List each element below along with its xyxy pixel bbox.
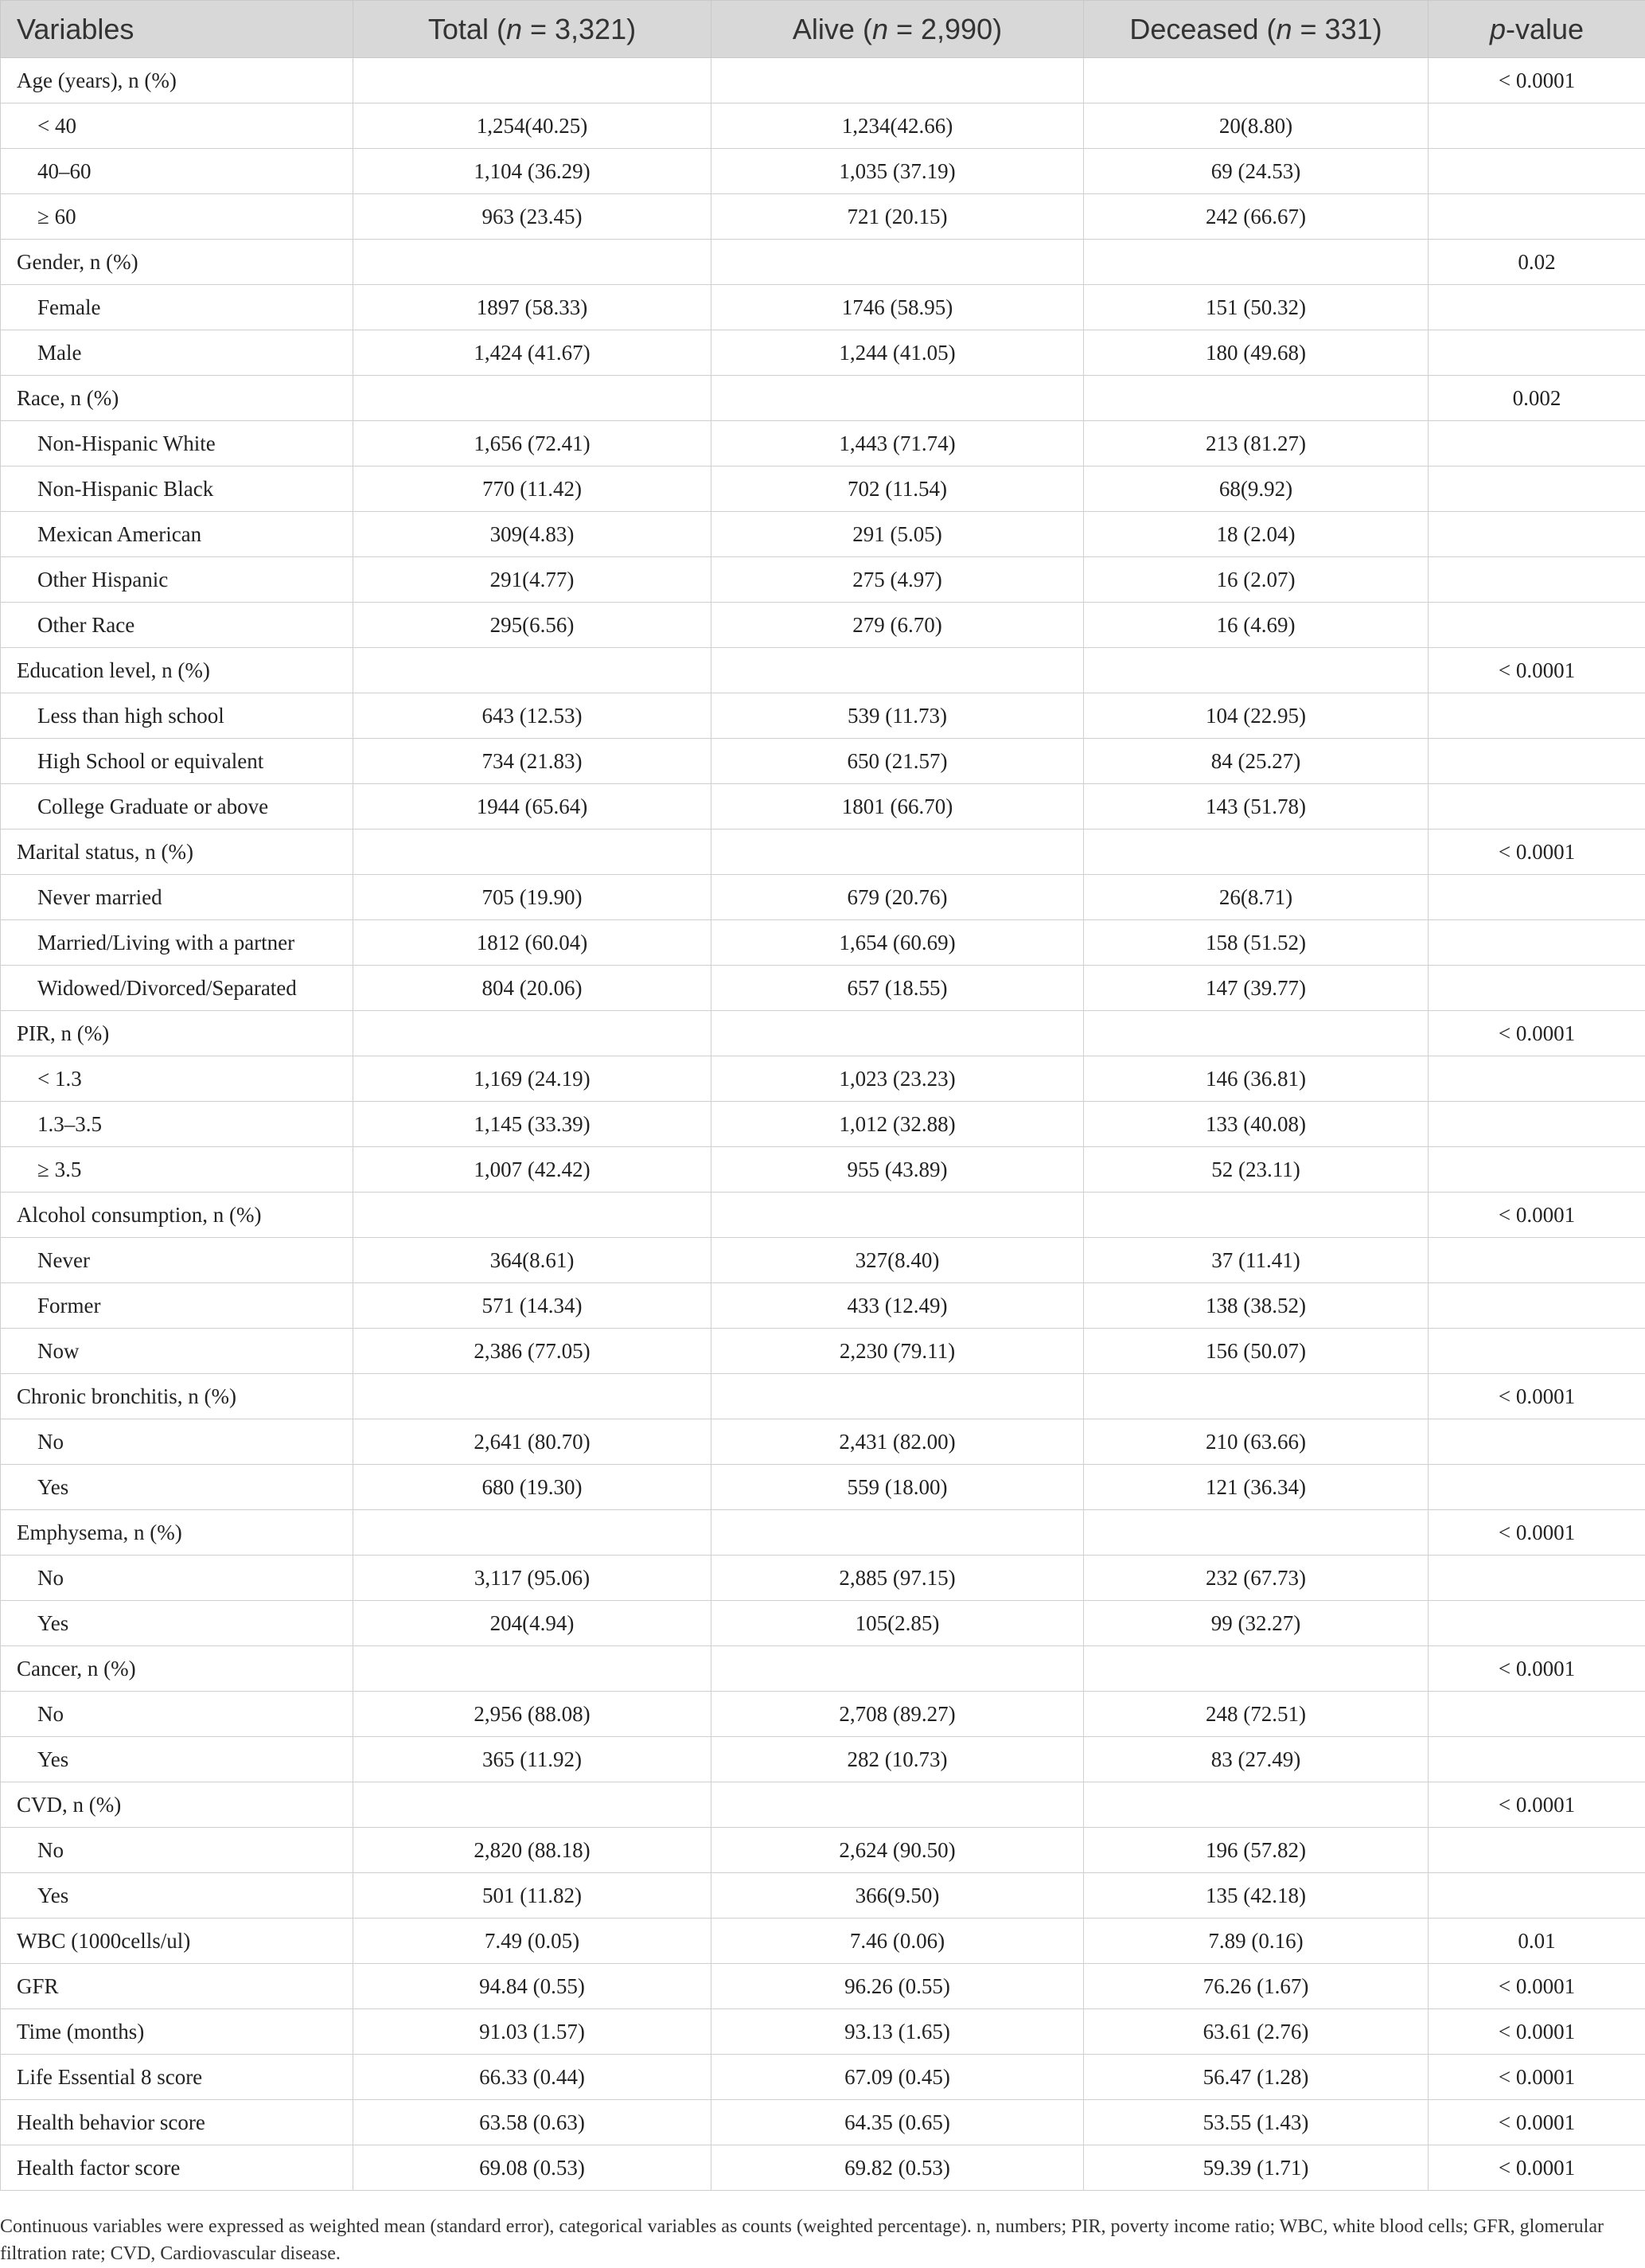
cell-total — [353, 1011, 711, 1056]
cell-deceased: 63.61 (2.76) — [1084, 2009, 1429, 2055]
cell-alive: 67.09 (0.45) — [711, 2055, 1084, 2100]
header-p-value: p-value — [1429, 1, 1645, 58]
table-row — [1, 1556, 1645, 1601]
table-row — [1, 149, 1645, 194]
cell-p-value — [1429, 194, 1645, 240]
cell-p-value — [1429, 1102, 1645, 1147]
cell-variable: PIR, n (%) — [1, 1011, 353, 1056]
cell-p-value — [1429, 1419, 1645, 1465]
cell-variable: Now — [1, 1329, 353, 1374]
cell-alive — [711, 1782, 1084, 1828]
cell-variable: Race, n (%) — [1, 376, 353, 421]
cell-p-value: < 0.0001 — [1429, 1964, 1645, 2009]
cell-total: 3,117 (95.06) — [353, 1556, 711, 1601]
cell-deceased: 52 (23.11) — [1084, 1147, 1429, 1193]
cell-p-value — [1429, 466, 1645, 512]
cell-total: 1944 (65.64) — [353, 784, 711, 830]
cell-deceased: 84 (25.27) — [1084, 739, 1429, 784]
cell-p-value — [1429, 920, 1645, 966]
cell-deceased: 68(9.92) — [1084, 466, 1429, 512]
cell-p-value — [1429, 421, 1645, 466]
cell-variable: College Graduate or above — [1, 784, 353, 830]
cell-p-value — [1429, 1147, 1645, 1193]
cell-alive: 93.13 (1.65) — [711, 2009, 1084, 2055]
cell-deceased: 151 (50.32) — [1084, 285, 1429, 330]
cell-alive — [711, 830, 1084, 875]
cell-deceased: 248 (72.51) — [1084, 1692, 1429, 1737]
table-row — [1, 512, 1645, 557]
table-row — [1, 2100, 1645, 2145]
cell-p-value — [1429, 875, 1645, 920]
cell-p-value: < 0.0001 — [1429, 2055, 1645, 2100]
cell-total: 66.33 (0.44) — [353, 2055, 711, 2100]
cell-variable: 40–60 — [1, 149, 353, 194]
table-row — [1, 1964, 1645, 2009]
cell-variable: Married/Living with a partner — [1, 920, 353, 966]
cell-total: 705 (19.90) — [353, 875, 711, 920]
cell-p-value — [1429, 557, 1645, 603]
table-row — [1, 285, 1645, 330]
cell-deceased: 147 (39.77) — [1084, 966, 1429, 1011]
cell-total: 1812 (60.04) — [353, 920, 711, 966]
cell-deceased — [1084, 240, 1429, 285]
table-row — [1, 693, 1645, 739]
cell-deceased — [1084, 648, 1429, 693]
cell-variable: Alcohol consumption, n (%) — [1, 1193, 353, 1238]
cell-variable: < 40 — [1, 103, 353, 149]
cell-p-value — [1429, 739, 1645, 784]
cell-alive: 559 (18.00) — [711, 1465, 1084, 1510]
cell-deceased: 156 (50.07) — [1084, 1329, 1429, 1374]
cell-alive: 650 (21.57) — [711, 739, 1084, 784]
cell-total: 94.84 (0.55) — [353, 1964, 711, 2009]
table-row — [1, 1056, 1645, 1102]
cell-deceased: 16 (4.69) — [1084, 603, 1429, 648]
cell-total: 571 (14.34) — [353, 1283, 711, 1329]
cell-p-value: < 0.0001 — [1429, 1374, 1645, 1419]
table-row — [1, 421, 1645, 466]
cell-alive: 1,654 (60.69) — [711, 920, 1084, 966]
cell-variable: 1.3–3.5 — [1, 1102, 353, 1147]
cell-alive: 679 (20.76) — [711, 875, 1084, 920]
table-row — [1, 1193, 1645, 1238]
cell-total: 2,820 (88.18) — [353, 1828, 711, 1873]
cell-p-value — [1429, 966, 1645, 1011]
cell-variable: Emphysema, n (%) — [1, 1510, 353, 1556]
cell-total — [353, 830, 711, 875]
cell-deceased: 20(8.80) — [1084, 103, 1429, 149]
cell-p-value — [1429, 1737, 1645, 1782]
cell-variable: Other Race — [1, 603, 353, 648]
cell-total — [353, 1782, 711, 1828]
cell-deceased: 53.55 (1.43) — [1084, 2100, 1429, 2145]
cell-deceased: 180 (49.68) — [1084, 330, 1429, 376]
cell-variable: Yes — [1, 1873, 353, 1919]
cell-deceased: 59.39 (1.71) — [1084, 2145, 1429, 2191]
cell-alive: 105(2.85) — [711, 1601, 1084, 1646]
cell-p-value: < 0.0001 — [1429, 1011, 1645, 1056]
cell-total: 501 (11.82) — [353, 1873, 711, 1919]
cell-variable: Education level, n (%) — [1, 648, 353, 693]
table-row — [1, 1465, 1645, 1510]
cell-p-value — [1429, 285, 1645, 330]
cell-p-value: < 0.0001 — [1429, 2145, 1645, 2191]
table-row — [1, 1692, 1645, 1737]
cell-alive: 2,431 (82.00) — [711, 1419, 1084, 1465]
cell-variable: Cancer, n (%) — [1, 1646, 353, 1692]
table-row — [1, 830, 1645, 875]
cell-variable: Chronic bronchitis, n (%) — [1, 1374, 353, 1419]
cell-variable: Widowed/Divorced/Separated — [1, 966, 353, 1011]
cell-deceased: 104 (22.95) — [1084, 693, 1429, 739]
cell-deceased: 213 (81.27) — [1084, 421, 1429, 466]
table-row — [1, 1374, 1645, 1419]
cell-deceased: 232 (67.73) — [1084, 1556, 1429, 1601]
table-row — [1, 194, 1645, 240]
cell-variable: Health factor score — [1, 2145, 353, 2191]
cell-deceased: 83 (27.49) — [1084, 1737, 1429, 1782]
table-row — [1, 1646, 1645, 1692]
cell-total: 1,656 (72.41) — [353, 421, 711, 466]
cell-variable: Never married — [1, 875, 353, 920]
table-row — [1, 966, 1645, 1011]
cell-total: 295(6.56) — [353, 603, 711, 648]
cell-variable: < 1.3 — [1, 1056, 353, 1102]
cell-deceased — [1084, 1193, 1429, 1238]
table-row — [1, 1601, 1645, 1646]
cell-alive: 1,023 (23.23) — [711, 1056, 1084, 1102]
cell-p-value: < 0.0001 — [1429, 2009, 1645, 2055]
cell-alive: 1,234(42.66) — [711, 103, 1084, 149]
cell-total — [353, 1374, 711, 1419]
cell-alive — [711, 1646, 1084, 1692]
cell-deceased: 146 (36.81) — [1084, 1056, 1429, 1102]
table-row — [1, 58, 1645, 103]
cell-variable: WBC (1000cells/ul) — [1, 1919, 353, 1964]
cell-deceased: 37 (11.41) — [1084, 1238, 1429, 1283]
table-row — [1, 739, 1645, 784]
cell-p-value — [1429, 103, 1645, 149]
table-row — [1, 1782, 1645, 1828]
cell-total — [353, 1510, 711, 1556]
cell-variable: Other Hispanic — [1, 557, 353, 603]
table-row — [1, 648, 1645, 693]
cell-p-value: 0.002 — [1429, 376, 1645, 421]
cell-alive: 64.35 (0.65) — [711, 2100, 1084, 2145]
cell-total: 309(4.83) — [353, 512, 711, 557]
cell-p-value — [1429, 1465, 1645, 1510]
cell-variable: Yes — [1, 1601, 353, 1646]
cell-variable: Yes — [1, 1737, 353, 1782]
cell-alive — [711, 648, 1084, 693]
cell-p-value — [1429, 603, 1645, 648]
cell-p-value: < 0.0001 — [1429, 1782, 1645, 1828]
cell-p-value — [1429, 512, 1645, 557]
cell-deceased — [1084, 830, 1429, 875]
cell-alive: 1801 (66.70) — [711, 784, 1084, 830]
cell-variable: Female — [1, 285, 353, 330]
cell-total: 1,007 (42.42) — [353, 1147, 711, 1193]
header-row — [1, 1, 1645, 58]
table-row — [1, 1737, 1645, 1782]
cell-p-value: < 0.0001 — [1429, 1193, 1645, 1238]
cell-deceased: 210 (63.66) — [1084, 1419, 1429, 1465]
cell-total — [353, 648, 711, 693]
cell-deceased: 196 (57.82) — [1084, 1828, 1429, 1873]
cell-total: 643 (12.53) — [353, 693, 711, 739]
cell-variable: Former — [1, 1283, 353, 1329]
table-footnote: Continuous variables were expressed as weighted mean (standard error), categorical variables as counts (weighted percentage). n, numbers; PIR, poverty income ratio; WBC, white blood cells; GFR, glomerular filtration rate; CVD, Cardiovascular disease. — [0, 2216, 1604, 2264]
cell-total — [353, 1193, 711, 1238]
cell-total: 1,104 (36.29) — [353, 149, 711, 194]
table-row — [1, 240, 1645, 285]
cell-variable: ≥ 60 — [1, 194, 353, 240]
cell-alive: 69.82 (0.53) — [711, 2145, 1084, 2191]
table-row — [1, 1011, 1645, 1056]
cell-p-value: < 0.0001 — [1429, 648, 1645, 693]
cell-p-value: < 0.0001 — [1429, 1646, 1645, 1692]
cell-alive: 2,708 (89.27) — [711, 1692, 1084, 1737]
cell-variable: CVD, n (%) — [1, 1782, 353, 1828]
cell-deceased: 135 (42.18) — [1084, 1873, 1429, 1919]
cell-deceased: 7.89 (0.16) — [1084, 1919, 1429, 1964]
cell-alive: 1,035 (37.19) — [711, 149, 1084, 194]
cell-p-value: 0.02 — [1429, 240, 1645, 285]
table-row — [1, 1283, 1645, 1329]
table-row — [1, 376, 1645, 421]
cell-total: 770 (11.42) — [353, 466, 711, 512]
table-row — [1, 1238, 1645, 1283]
cell-p-value: 0.01 — [1429, 1919, 1645, 1964]
cell-deceased: 56.47 (1.28) — [1084, 2055, 1429, 2100]
table-row — [1, 1419, 1645, 1465]
cell-total: 804 (20.06) — [353, 966, 711, 1011]
cell-alive: 7.46 (0.06) — [711, 1919, 1084, 1964]
cell-variable: Non-Hispanic Black — [1, 466, 353, 512]
table-row — [1, 2009, 1645, 2055]
cell-total: 91.03 (1.57) — [353, 2009, 711, 2055]
cell-variable: Gender, n (%) — [1, 240, 353, 285]
cell-p-value: < 0.0001 — [1429, 58, 1645, 103]
cell-alive: 2,230 (79.11) — [711, 1329, 1084, 1374]
cell-total — [353, 58, 711, 103]
cell-deceased — [1084, 1510, 1429, 1556]
cell-p-value — [1429, 149, 1645, 194]
cell-alive — [711, 1510, 1084, 1556]
cell-variable: Mexican American — [1, 512, 353, 557]
cell-p-value — [1429, 1056, 1645, 1102]
cell-variable: Never — [1, 1238, 353, 1283]
cell-deceased — [1084, 1782, 1429, 1828]
cell-total: 2,641 (80.70) — [353, 1419, 711, 1465]
cell-variable: Time (months) — [1, 2009, 353, 2055]
cell-variable: GFR — [1, 1964, 353, 2009]
cell-deceased: 16 (2.07) — [1084, 557, 1429, 603]
cell-deceased — [1084, 1011, 1429, 1056]
cell-deceased — [1084, 376, 1429, 421]
cell-deceased: 76.26 (1.67) — [1084, 1964, 1429, 2009]
cell-total: 1,424 (41.67) — [353, 330, 711, 376]
table-row — [1, 1510, 1645, 1556]
cell-total: 204(4.94) — [353, 1601, 711, 1646]
cell-total: 1897 (58.33) — [353, 285, 711, 330]
table-row — [1, 557, 1645, 603]
cell-total: 63.58 (0.63) — [353, 2100, 711, 2145]
cell-total: 1,145 (33.39) — [353, 1102, 711, 1147]
cell-total: 364(8.61) — [353, 1238, 711, 1283]
cell-alive: 1,244 (41.05) — [711, 330, 1084, 376]
cell-total: 7.49 (0.05) — [353, 1919, 711, 1964]
cell-total — [353, 376, 711, 421]
table-row — [1, 875, 1645, 920]
cell-alive: 1746 (58.95) — [711, 285, 1084, 330]
cell-total: 69.08 (0.53) — [353, 2145, 711, 2191]
cell-alive: 2,885 (97.15) — [711, 1556, 1084, 1601]
table-row — [1, 603, 1645, 648]
cell-variable: Less than high school — [1, 693, 353, 739]
cell-p-value — [1429, 1238, 1645, 1283]
cell-p-value — [1429, 1828, 1645, 1873]
cell-deceased: 138 (38.52) — [1084, 1283, 1429, 1329]
cell-p-value: < 0.0001 — [1429, 830, 1645, 875]
table-row — [1, 1873, 1645, 1919]
cell-p-value: < 0.0001 — [1429, 2100, 1645, 2145]
cell-deceased: 69 (24.53) — [1084, 149, 1429, 194]
cell-total — [353, 240, 711, 285]
table-row — [1, 330, 1645, 376]
cell-alive — [711, 58, 1084, 103]
cell-total: 734 (21.83) — [353, 739, 711, 784]
cell-alive — [711, 1011, 1084, 1056]
cell-variable: Health behavior score — [1, 2100, 353, 2145]
cell-deceased: 121 (36.34) — [1084, 1465, 1429, 1510]
table-row — [1, 920, 1645, 966]
table-row — [1, 1329, 1645, 1374]
cell-alive — [711, 240, 1084, 285]
cell-variable: ≥ 3.5 — [1, 1147, 353, 1193]
table-header — [1, 1, 1645, 58]
table-row — [1, 784, 1645, 830]
cell-deceased: 26(8.71) — [1084, 875, 1429, 920]
cell-total: 291(4.77) — [353, 557, 711, 603]
cell-variable: Marital status, n (%) — [1, 830, 353, 875]
cell-deceased: 99 (32.27) — [1084, 1601, 1429, 1646]
cell-total: 963 (23.45) — [353, 194, 711, 240]
cell-alive: 282 (10.73) — [711, 1737, 1084, 1782]
cell-variable: No — [1, 1419, 353, 1465]
cell-alive: 955 (43.89) — [711, 1147, 1084, 1193]
cell-total: 2,956 (88.08) — [353, 1692, 711, 1737]
cell-deceased — [1084, 1374, 1429, 1419]
cell-alive: 327(8.40) — [711, 1238, 1084, 1283]
cell-alive — [711, 1374, 1084, 1419]
cell-alive: 1,012 (32.88) — [711, 1102, 1084, 1147]
header-total: Total (n = 3,321) — [353, 1, 711, 58]
table-row — [1, 466, 1645, 512]
cell-variable: Male — [1, 330, 353, 376]
table-body — [1, 58, 1645, 2191]
cell-alive: 539 (11.73) — [711, 693, 1084, 739]
cell-variable: Age (years), n (%) — [1, 58, 353, 103]
cell-variable: No — [1, 1692, 353, 1737]
table-row — [1, 1102, 1645, 1147]
table-row — [1, 1147, 1645, 1193]
cell-alive: 275 (4.97) — [711, 557, 1084, 603]
cell-variable: No — [1, 1556, 353, 1601]
cell-variable: No — [1, 1828, 353, 1873]
header-alive: Alive (n = 2,990) — [711, 1, 1084, 58]
cell-variable: Yes — [1, 1465, 353, 1510]
cell-deceased: 143 (51.78) — [1084, 784, 1429, 830]
cell-deceased — [1084, 1646, 1429, 1692]
cell-deceased — [1084, 58, 1429, 103]
table-row — [1, 1919, 1645, 1964]
cell-deceased: 158 (51.52) — [1084, 920, 1429, 966]
cell-variable: High School or equivalent — [1, 739, 353, 784]
cell-p-value — [1429, 330, 1645, 376]
cell-alive: 2,624 (90.50) — [711, 1828, 1084, 1873]
cell-alive: 96.26 (0.55) — [711, 1964, 1084, 2009]
cell-p-value — [1429, 1601, 1645, 1646]
cell-deceased: 133 (40.08) — [1084, 1102, 1429, 1147]
cell-alive: 279 (6.70) — [711, 603, 1084, 648]
cell-total: 365 (11.92) — [353, 1737, 711, 1782]
table-row — [1, 2145, 1645, 2191]
cell-alive: 1,443 (71.74) — [711, 421, 1084, 466]
cell-p-value — [1429, 1329, 1645, 1374]
table-row — [1, 2055, 1645, 2100]
cell-alive: 702 (11.54) — [711, 466, 1084, 512]
cell-alive: 433 (12.49) — [711, 1283, 1084, 1329]
cell-total: 680 (19.30) — [353, 1465, 711, 1510]
cell-deceased: 18 (2.04) — [1084, 512, 1429, 557]
header-variables: Variables — [1, 1, 353, 58]
cell-p-value: < 0.0001 — [1429, 1510, 1645, 1556]
cell-variable: Non-Hispanic White — [1, 421, 353, 466]
cell-alive — [711, 1193, 1084, 1238]
cell-p-value — [1429, 1692, 1645, 1737]
cell-total: 1,169 (24.19) — [353, 1056, 711, 1102]
cell-p-value — [1429, 1873, 1645, 1919]
table-row — [1, 103, 1645, 149]
cell-total: 2,386 (77.05) — [353, 1329, 711, 1374]
cell-alive: 366(9.50) — [711, 1873, 1084, 1919]
cell-p-value — [1429, 784, 1645, 830]
cell-alive — [711, 376, 1084, 421]
cell-p-value — [1429, 693, 1645, 739]
table-row — [1, 1828, 1645, 1873]
cell-alive: 291 (5.05) — [711, 512, 1084, 557]
cell-p-value — [1429, 1556, 1645, 1601]
cell-total: 1,254(40.25) — [353, 103, 711, 149]
cell-variable: Life Essential 8 score — [1, 2055, 353, 2100]
cell-deceased: 242 (66.67) — [1084, 194, 1429, 240]
cell-alive: 657 (18.55) — [711, 966, 1084, 1011]
cell-alive: 721 (20.15) — [711, 194, 1084, 240]
cell-total — [353, 1646, 711, 1692]
header-deceased: Deceased (n = 331) — [1084, 1, 1429, 58]
cell-p-value — [1429, 1283, 1645, 1329]
